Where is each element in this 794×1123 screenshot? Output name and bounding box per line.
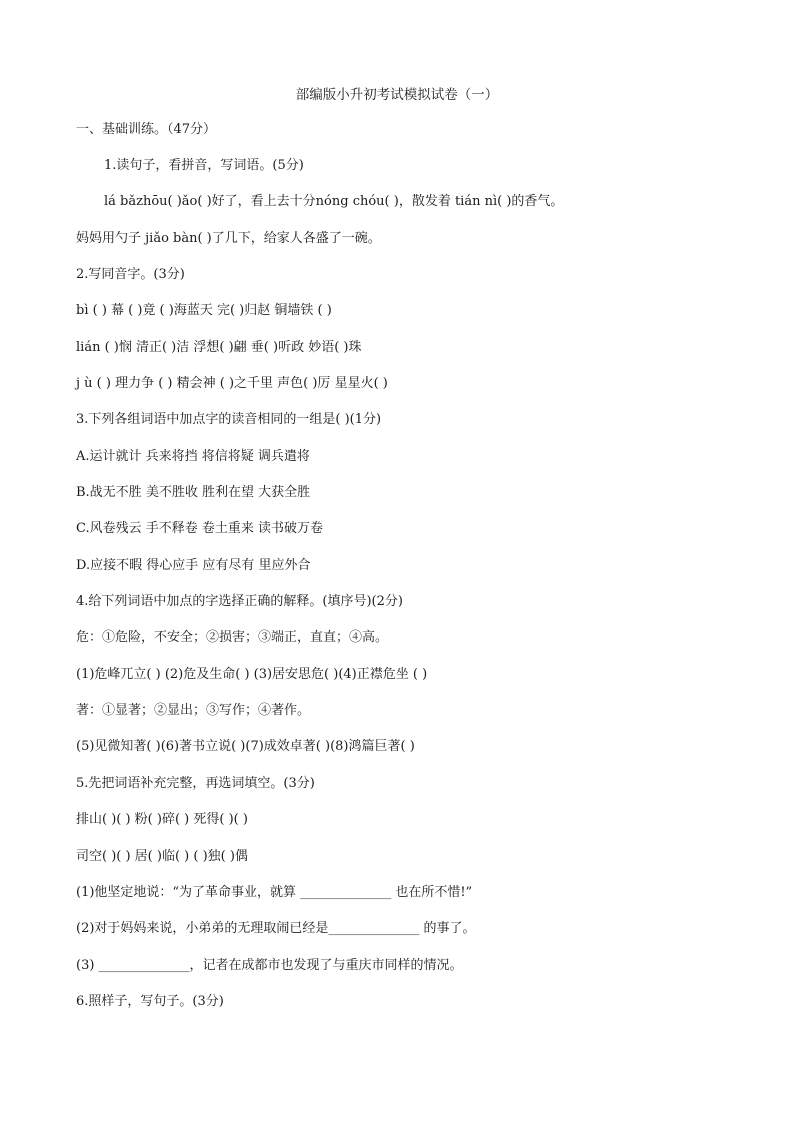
question-5-sentence-3: (3) ______________，记者在成都市也发现了与重庆市同样的情况。 xyxy=(76,958,463,973)
question-3-heading: 3.下列各组词语中加点字的读音相同的一组是( )(1分) xyxy=(76,412,382,427)
question-2-heading: 2.写同音字。(3分) xyxy=(76,267,185,282)
question-4-items-zhu: (5)见微知著( )(6)著书立说( )(7)成效卓著( )(8)鸿篇巨著( ) xyxy=(76,739,415,754)
exam-title: 部编版小升初考试模拟试卷（一） xyxy=(295,87,499,103)
question-4-items-wei: (1)危峰兀立( ) (2)危及生命( ) (3)居安思危( )(4)正襟危坐 ( ) xyxy=(76,667,428,682)
question-3-option-b: B.战无不胜 美不胜收 胜利在望 大获全胜 xyxy=(76,485,311,500)
question-5-sentence-2: (2)对于妈妈来说，小弟弟的无理取闹已经是______________ 的事了。 xyxy=(76,921,476,936)
question-1-text-line-1: lá bǎzhōu( )ǎo( )好了，看上去十分nóng chóu( )，散发着 tián nì( )的香气。 xyxy=(104,194,564,209)
question-4-definition-zhu: 著：①显著；②显出；③写作；④著作。 xyxy=(76,703,311,718)
question-3-option-c: C.风卷残云 手不释卷 卷土重来 读书破万卷 xyxy=(76,521,324,536)
question-2-row-2: lián ( )悯 清正( )洁 浮想( )翩 垂( )听政 妙语( )珠 xyxy=(76,340,362,355)
question-4-definition-wei: 危：①危险，不安全；②损害；③端正，直直；④高。 xyxy=(76,630,389,645)
question-5-sentence-1: (1)他坚定地说：“为了革命事业，就算 ______________ 也在所不惜!” xyxy=(76,885,473,900)
question-5-words-row-1: 排山( )( ) 粉( )碎( ) 死得( )( ) xyxy=(76,812,248,827)
question-5-heading: 5.先把词语补充完整，再选词填空。(3分) xyxy=(76,776,315,791)
question-5-words-row-2: 司空( )( ) 居( )临( ) ( )独( )偶 xyxy=(76,849,248,864)
question-1-text-line-2: 妈妈用勺子 jiǎo bàn( )了几下，给家人各盛了一碗。 xyxy=(76,231,381,246)
question-1-heading: 1.读句子，看拼音，写词语。(5分) xyxy=(104,158,304,173)
question-4-heading: 4.给下列词语中加点的字选择正确的解释。(填序号)(2分) xyxy=(76,594,403,609)
question-3-option-d: D.应接不暇 得心应手 应有尽有 里应外合 xyxy=(76,558,311,573)
question-2-row-1: bì ( ) 幕 ( )竟 ( )海蓝天 完( )归赵 铜墙铁 ( ) xyxy=(76,303,332,318)
question-2-row-3: j ù ( ) 理力争 ( ) 精会神 ( )之千里 声色( )厉 星星火( ) xyxy=(76,376,388,391)
question-6-heading: 6.照样子，写句子。(3分) xyxy=(76,994,224,1009)
question-3-option-a: A.运计就计 兵来将挡 将信将疑 调兵遣将 xyxy=(76,449,310,464)
section-heading: 一、基础训练。（47分） xyxy=(76,122,217,137)
